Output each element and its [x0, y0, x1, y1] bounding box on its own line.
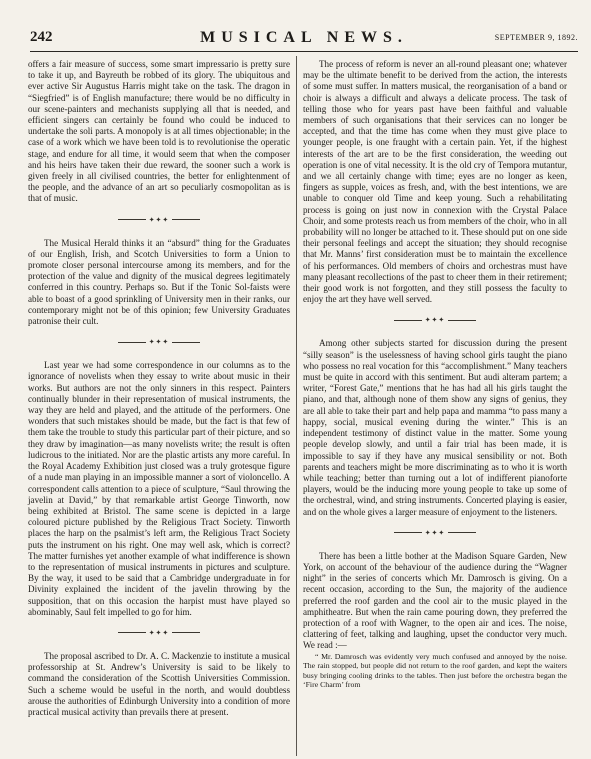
left-paragraph-4: The proposal ascribed to Dr. A. C. Mackenzie to institute a musical professorship at St. Andrew’s University is said to be likely to command the consideration of the Scottish Universities Commission. Such a scheme would be useful in the north, and would doubtless arouse the authorities of Edinburgh University into a condition of more practical musical activity than prevails there at present.: [28, 650, 290, 717]
section-ornament: ✦✦✦: [303, 314, 567, 324]
section-ornament: ✦✦✦: [28, 627, 290, 637]
right-column: [303, 59, 567, 690]
left-column: [28, 59, 290, 718]
left-paragraph-3: Last year we had some correspondence in our columns as to the ignorance of novelists when they essay to write about music in their works. But authors are not the only sinners in this respect. Painters continually blunder in their representation of musical instruments, the way they are held and played, and the attitude of the performers. One wonders that such mistakes should be made, but the fact is that few of them take the trouble to study this particular part of their picture, and so they draw by imagination—as many novelists write; the result is often ludicrous to the initiated. Nor are the plastic artists any more careful. In the Royal Academy Exhibition just closed was a truly grotesque figure of a nude man playing in an impossible manner a sort of violoncello. A correspondent calls attention to a piece of sculpture, “Saul throwing the javelin at David,” by that remarkable artist George Tinworth, now being exhibited at Bristol. The same scene is depicted in a large coloured picture published by the Religious Tract Society. Tinworth places the harp on the psalmist’s left arm, the Religious Tract Society puts the instrument on his right. One may well ask, which is correct? The matter furnishes yet another example of what indifference is shown to the representation of musical instruments in pictures and sculpture. By the way, it used to be said that a Cambridge undergraduate in for Divinity explained the incident of the javelin throwing by the supposition, that on this occasion the harpist must have played so abominably, Saul felt impelled to go for him.: [28, 360, 290, 617]
section-ornament: ✦✦✦: [303, 527, 567, 537]
page-number: 242: [30, 29, 53, 45]
left-paragraph-2: The Musical Herald thinks it an “absurd” thing for the Graduates of our English, Irish, and Scotch Universities to form a Union to promote closer personal intercourse among its members, and for the protection of the value and dignity of the musical degrees legitimately conferred in this country. Perhaps so. But if the Tonic Sol-faists were able to boast of a good sprinkling of University men in their ranks, our contemporary might not be of this opinion; few University Graduates patronise their cult.: [28, 237, 290, 327]
masthead-title: MUSICAL NEWS.: [200, 29, 408, 46]
column-divider: [296, 56, 297, 756]
section-ornament: ✦✦✦: [28, 214, 290, 224]
right-paragraph-2: Among other subjects started for discussion during the present “silly season” is the uselessness of having school girls taught the piano who possess no real vocation for this “accomplishment.” Many teachers must be quite in accord with this sentiment. But audi alteram partem; a writer, “Forest Gate,” mentions that he has had all his girls taught the piano, and that, although none of them show any signs of genius, they are all able to take their part and help papa and mamma “to pass many a happy, social, musical evening during the winter.” This is an independent testimony of distinct value in the matter. Some young people develop slowly, and until a fair trial has been made, it is impossible to say if they have any musical sensibility or not. Both parents and teachers might be more discriminating as to who it is worth while teaching; better than turning out a lot of indifferent pianoforte players, would be the inducing more young people to take up some of the orchestral, wind, and string instruments. Concerted playing is easier, and on the whole gives a larger measure of enjoyment to the listeners.: [303, 338, 567, 517]
quoted-passage: “ Mr. Damrosch was evidently very much confused and annoyed by the noise. The rain stopped, but people did not return to the roof garden, and kept the waiters busy bringing cooling drinks to the tables. Then just before the orchestra began the ‘Fire Charm’ from: [303, 651, 567, 690]
left-paragraph-1: offers a fair measure of success, some smart impressario is pretty sure to take it up, and Bayreuth be robbed of its glory. The ubiquitous and ever active Sir Augustus Harris might take on the task. The dragon in “Siegfried” is of English manufacture; there would be no difficulty in our scene-painters and mechanists supplying all that is needed, and efficient singers can certainly be found who could be induced to undertake the soli parts. A monopoly is at all times objectionable; in the case of a work which we have been told is to revolutionise the operatic stage, and endure for all time, it would seem that when the composer and his heirs have taken their due reward, the sooner such a work is given freely in all civilised countries, the better for enlightenment of the people, and the advance of an art so peculiarly cosmopolitan as is that of music.: [28, 59, 290, 204]
right-paragraph-1: The process of reform is never an all-round pleasant one; whatever may be the ultimate benefit to be derived from the action, the interests of some must suffer. In matters musical, the reorganisation of a band or choir is always a difficult and always a delicate process. The task of telling those who for years past have been faithful and valuable members of such organisations that their services can no longer be accepted, and that the time has come when they must give place to younger people, is one fraught with a certain pain. Yet, if the highest interests of the art are to be the first consideration, the weeding out operation is one of vital necessity. It is the old cry of Tempora mutantur, and we all certainly change with time; eyes are no longer as keen, fingers as supple, voices as fresh, and, with the best intentions, we are unable to conquer old Time and keep young. Such a rehabilitating process is going on just now in connexion with the Crystal Palace Choir, and some protests reach us from members of the choir, who in all probability will no longer be attached to it. These should put on one side their personal feelings and accept the situation; they should recognise that Mr. Manns’ first consideration must be to maintain the excellence of his performances. Old members of choirs and orchestras must have many pleasant recollections of the past to cheer them in their retirement; their good work is not forgotten, and they still possess the faculty to enjoy the art they have well served.: [303, 59, 567, 305]
issue-date: SEPTEMBER 9, 1892.: [494, 33, 578, 42]
page-header: [30, 29, 578, 52]
section-ornament: ✦✦✦: [28, 336, 290, 346]
right-paragraph-3: There has been a little bother at the Madison Square Garden, New York, on account of the behaviour of the audience during the “Wagner night” in the series of concerts which Mr. Damrosch is giving. On a recent occasion, according to the Sun, the majority of the audience preferred the roof garden and the cool air to the music played in the amphitheatre. But when the rain came pouring down, they preferred the protection of a roof with Wagner, to the open air and ices. The noise, clattering of feet, talking and laughing, upset the conductor very much. We read :—: [303, 550, 567, 651]
